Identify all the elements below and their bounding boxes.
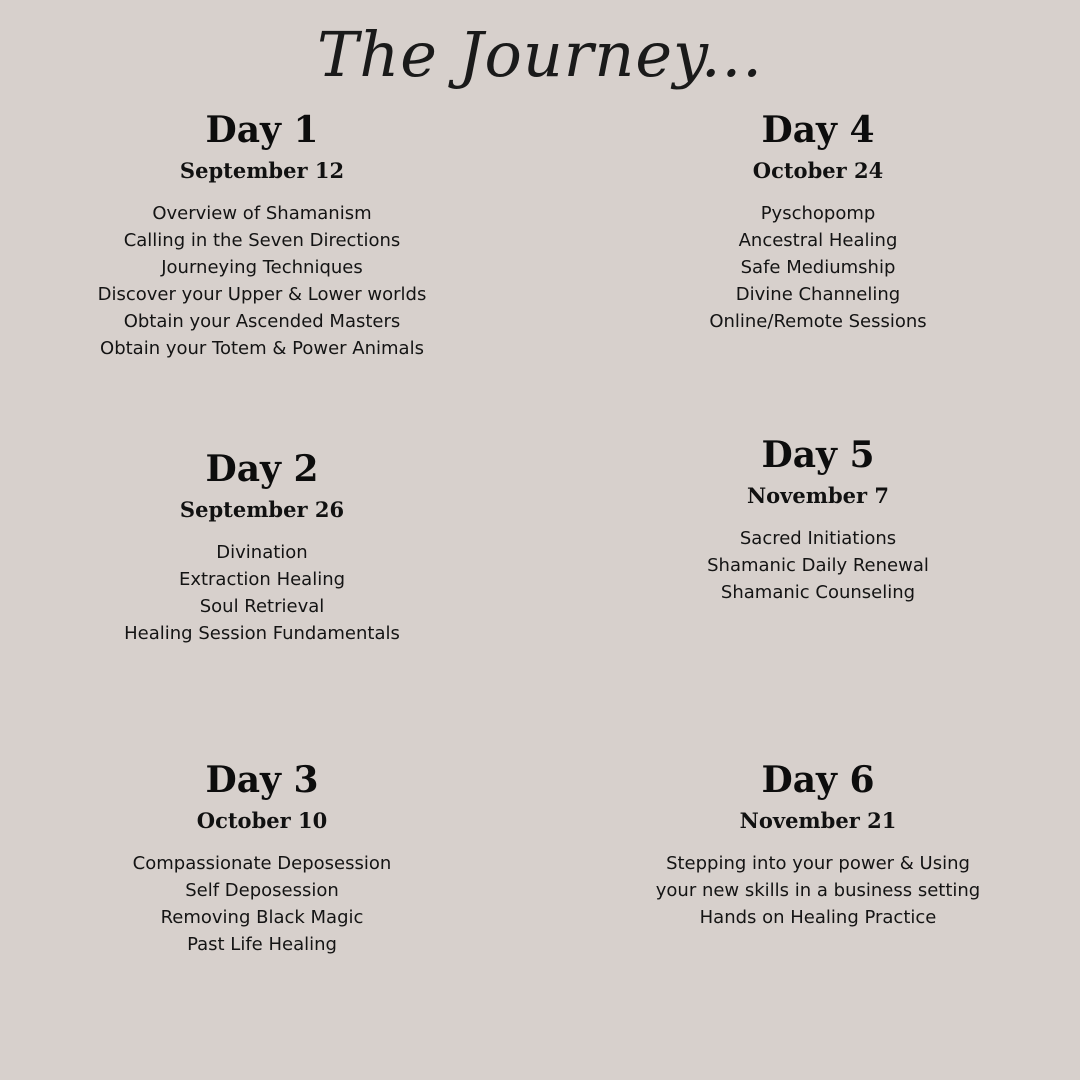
topic-item: Safe Mediumship (740, 257, 896, 278)
topic-item: Soul Retrieval (199, 596, 325, 617)
topic-item: Calling in the Seven Directions (123, 230, 401, 251)
topic-item: Removing Black Magic (160, 907, 364, 928)
topic-list (32, 200, 492, 362)
topic-item: Obtain your Totem & Power Animals (100, 338, 424, 359)
topic-item: Compassionate Deposession (132, 853, 392, 874)
day-date: September 12 (179, 158, 345, 183)
day-date: October 10 (196, 808, 328, 833)
day-date: November 7 (746, 483, 890, 508)
topic-item: Shamanic Counseling (720, 582, 916, 603)
topic-item: Hands on Healing Practice (699, 907, 937, 928)
day-6-section (588, 758, 1048, 931)
topic-list (588, 850, 1048, 931)
topic-item: Pyschopomp (760, 203, 876, 224)
topic-list (32, 850, 492, 958)
day-3-section (32, 758, 492, 958)
topic-item: Healing Session Fundamentals (124, 623, 400, 644)
day-date: October 24 (752, 158, 884, 183)
topic-item: Stepping into your power & Using (666, 853, 970, 874)
day-1-section (32, 108, 492, 362)
topic-item: Journeying Techniques (161, 257, 363, 278)
topic-item: Divination (216, 542, 308, 563)
topic-item: Obtain your Ascended Masters (123, 311, 401, 332)
topic-item: Self Deposession (185, 880, 339, 901)
day-title: Day 3 (205, 759, 319, 801)
topic-item: Extraction Healing (178, 569, 346, 590)
day-title: Day 4 (761, 109, 875, 151)
day-date: September 26 (179, 497, 345, 522)
topic-list (32, 539, 492, 647)
topic-item: Discover your Upper & Lower worlds (97, 284, 427, 305)
day-2-section (32, 447, 492, 647)
topic-list (588, 200, 1048, 335)
topic-list (588, 525, 1048, 606)
topic-item: Divine Channeling (735, 284, 901, 305)
day-title: Day 6 (761, 759, 875, 801)
topic-item: Ancestral Healing (738, 230, 898, 251)
day-title: Day 2 (205, 448, 319, 490)
topic-item: your new skills in a business setting (655, 880, 981, 901)
day-4-section (588, 108, 1048, 335)
day-title: Day 1 (205, 109, 319, 151)
day-date: November 21 (739, 808, 897, 833)
topic-item: Overview of Shamanism (152, 203, 372, 224)
topic-item: Online/Remote Sessions (709, 311, 927, 332)
topic-item: Sacred Initiations (739, 528, 897, 549)
topic-item: Past Life Healing (187, 934, 337, 955)
topic-item: Shamanic Daily Renewal (707, 555, 929, 576)
day-5-section (588, 433, 1048, 606)
day-title: Day 5 (761, 434, 875, 476)
page-title: The Journey... (317, 18, 763, 91)
